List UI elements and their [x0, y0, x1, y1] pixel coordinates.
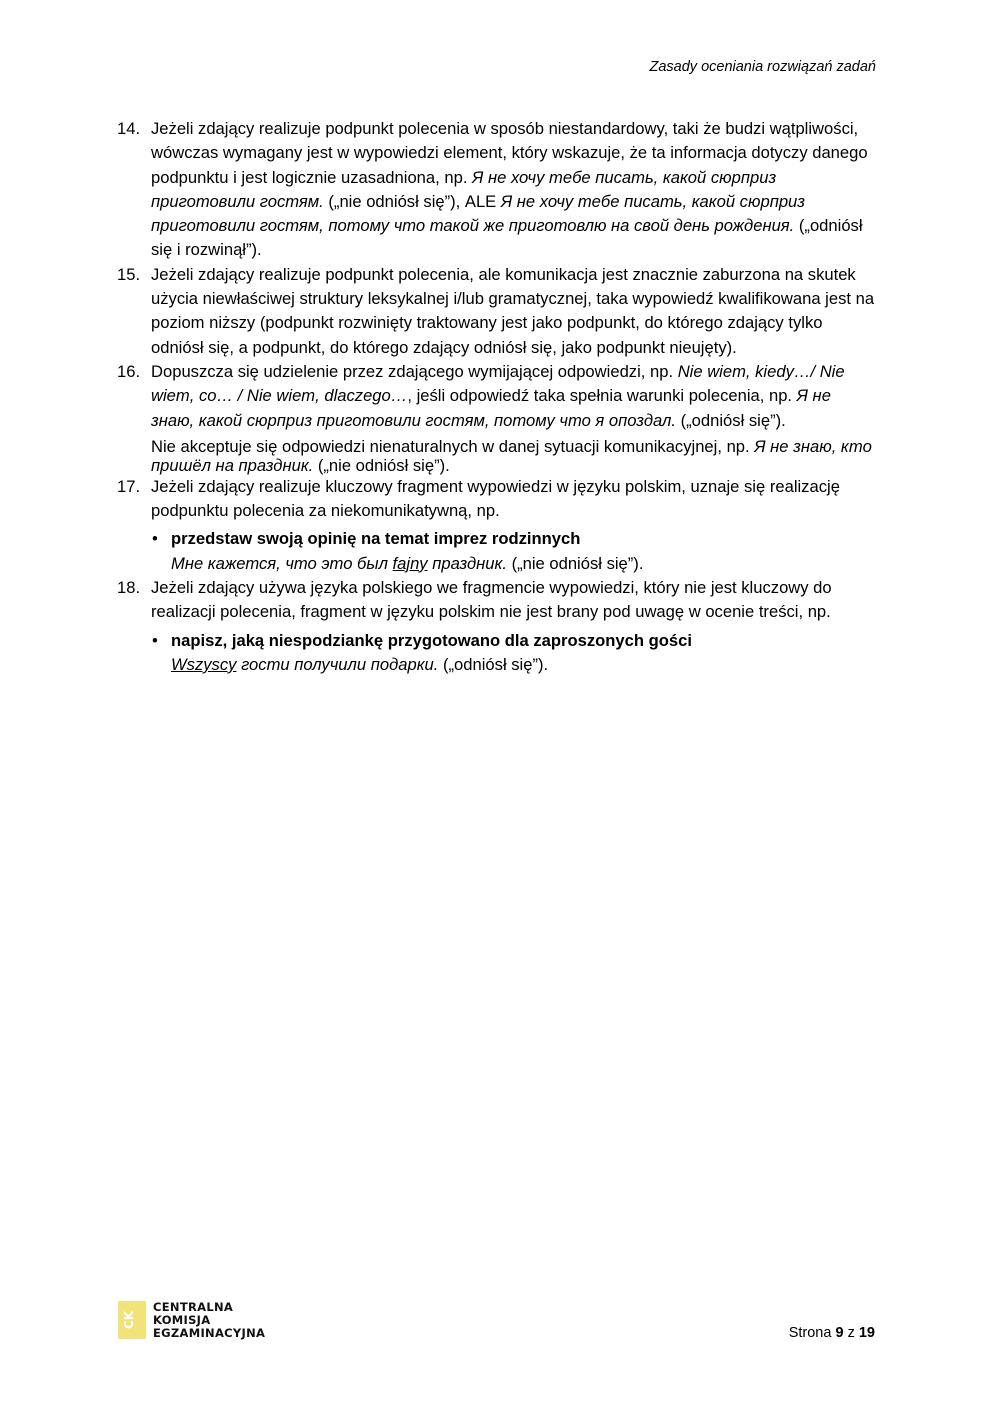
- logo-line-1: CENTRALNA: [153, 1300, 234, 1314]
- rule-14-segment-2: („nie odniósł się”), ALE: [323, 191, 501, 211]
- example-18-segment-0-underlined: Wszyscy: [171, 654, 237, 674]
- rule-text: [151, 117, 877, 263]
- example-17-segment-1: [393, 554, 428, 573]
- rule-item-18: [117, 576, 877, 677]
- logo-line-2: KOMISJA: [153, 1313, 211, 1327]
- example-18-segment-2: („odniósł się”).: [438, 654, 549, 674]
- rule-15-segment-0: Jeżeli zdający realizuje podpunkt polecenia, ale komunikacja jest znacznie zaburzona na skutek użycia niewłaściwej struktury leksykalnej i/lub gramatycznej, taka wypowiedź kwalifikowana jest na poziom niższy (podpunkt rozwinięty traktowany jest jako podpunkt, do którego zdający tylko odniósł się, a podpunkt, do którego zdający odniósł się, jako podpunkt nieujęty).: [151, 264, 875, 357]
- rule-note-16-segment-1: Я не знаю, кто пришёл на праздник.: [151, 436, 872, 475]
- rule-item-15: [117, 263, 877, 360]
- example-17-segment-1-underlined: fajny: [392, 553, 428, 573]
- example-task-prompt: przedstaw swoją opinię na temat imprez rodzinnych: [171, 529, 581, 549]
- rule-number: 14.: [117, 119, 141, 138]
- example-answer: [171, 552, 877, 576]
- example-bullet: [151, 527, 877, 576]
- bullet-dot-icon: •: [152, 529, 158, 549]
- rule-number: 17.: [117, 476, 141, 496]
- cke-logo: [118, 1301, 265, 1341]
- rule-18-segment-0: Jeżeli zdający używa języka polskiego we fragmencie wypowiedzi, który nie jest kluczowy do realizacji polecenia, fragment w języku polskim nie jest brany pod uwagę w ocenie treści, np.: [151, 578, 832, 622]
- rule-item-14: [117, 117, 877, 263]
- rule-17-segment-0: Jeżeli zdający realizuje kluczowy fragment wypowiedzi w języku polskim, uznaje się realizację podpunktu polecenia za niekomunikatywną, np.: [151, 476, 840, 521]
- page-prefix: Strona: [788, 1325, 832, 1341]
- rule-item-16: [117, 360, 877, 475]
- rule-note-16-segment-2: („nie odniósł się”).: [313, 455, 450, 475]
- example-18-segment-1: гости получили подарки.: [236, 654, 439, 674]
- rule-14-segment-1: Я не хочу тебе писать, какой сюрприз приготовили гостям.: [151, 167, 777, 211]
- rule-16-segment-3: Я не знаю, какой сюрприз приготовили гостям, потому что я опоздал.: [151, 386, 831, 430]
- rule-16-segment-4: („odniósł się”).: [676, 410, 786, 430]
- example-17-segment-2: праздник.: [427, 553, 507, 573]
- rule-number: 16.: [117, 361, 141, 381]
- rule-16-segment-1: Nie wiem, kiedy…/ Nie wiem, co… / Nie wiem, dlaczego…: [151, 361, 845, 406]
- rule-16-segment-2: , jeśli odpowiedź taka spełnia warunki polecenia, np.: [407, 386, 797, 406]
- rule-text: [151, 576, 877, 625]
- rule-note: [151, 437, 877, 475]
- example-bullet: [151, 629, 877, 678]
- bullet-dot-icon: •: [152, 630, 158, 650]
- example-17-segment-3: („nie odniósł się”).: [506, 553, 644, 573]
- rule-14-segment-0: Jeżeli zdający realizuje podpunkt polecenia w sposób niestandardowy, taki że budzi wątpliwości, wówczas wymagany jest w wypowiedzi element, który wskazuje, że ta informacja dotyczy danego podpunktu i jest logicznie uzasadniona, np.: [151, 119, 868, 187]
- cke-logo-mark: CK: [118, 1301, 146, 1339]
- rule-text: [151, 475, 877, 524]
- page-number: [789, 1325, 875, 1341]
- rule-text: [151, 263, 877, 360]
- rule-16-segment-0: Dopuszcza się udzielenie przez zdającego wymijającej odpowiedzi, np.: [151, 361, 678, 381]
- document-body: [117, 117, 877, 677]
- rule-number: 15.: [117, 264, 141, 284]
- logo-line-3: EGZAMINACYJNA: [153, 1326, 266, 1340]
- cke-logo-text: [153, 1301, 265, 1340]
- example-task-prompt: napisz, jaką niespodziankę przygotowano dla zaproszonych gości: [171, 630, 692, 650]
- example-17-segment-0: Мне кажется, что это был: [171, 553, 393, 573]
- example-answer: [171, 653, 877, 677]
- rule-item-17: [117, 475, 877, 576]
- rule-14-segment-3: Я не хочу тебе писать, какой сюрприз приготовили гостям, потому что такой же приготовлю на свой день рождения.: [151, 191, 805, 236]
- rule-number: 18.: [117, 578, 141, 598]
- rule-14-segment-4: („odniósł się i rozwinął”).: [151, 216, 863, 260]
- document-header: Zasady oceniania rozwiązań zadań: [649, 59, 876, 75]
- example-18-segment-0: [171, 655, 236, 674]
- page-sep: z: [847, 1325, 855, 1341]
- page-total: 19: [858, 1325, 875, 1341]
- page-current: 9: [835, 1325, 844, 1341]
- rule-text: [151, 360, 877, 433]
- rule-note-16-segment-0: Nie akceptuje się odpowiedzi nienaturalnych w danej sytuacji komunikacyjnej, np.: [151, 436, 755, 456]
